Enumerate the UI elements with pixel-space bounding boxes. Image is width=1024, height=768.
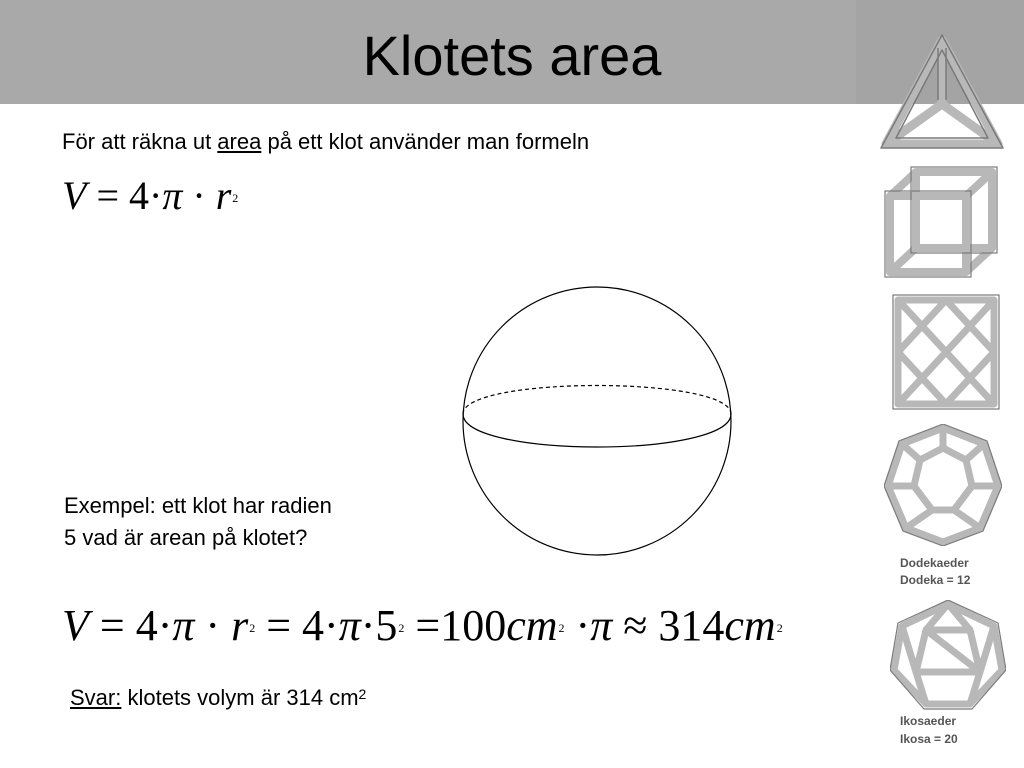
area-link[interactable]: area: [217, 129, 262, 154]
example-question: Exempel: ett klot har radien 5 vad är arean på klotet?: [64, 493, 332, 550]
sphere-diagram: [460, 284, 734, 558]
area-formula: $V = 4\cdot\pi \cdot r^2$: [62, 173, 239, 218]
dodecahedron-name: Dodekaeder: [900, 556, 969, 570]
answer-text: Svar: klotets volym är 314 $cm^2$: [70, 685, 367, 710]
icosahedron-name: Ikosaeder: [900, 714, 957, 728]
icosahedron-count: Ikosa = 20: [900, 732, 958, 746]
calculation-formula: $V = 4\cdot\pi \cdot r^2 = 4\cdot\pi\cdot 5^2 =100cm^2 \cdot\pi \approx 314cm^2$: [62, 601, 783, 650]
cube-image: [884, 166, 998, 278]
answer-label: Svar:: [70, 685, 122, 710]
dodecahedron-image: [884, 424, 1002, 546]
intro-text: För att räkna ut area på ett klot använder man formeln: [62, 129, 590, 154]
page-title: Klotets area: [362, 24, 662, 87]
icosahedron-image: [890, 600, 1006, 710]
octahedron-image: [892, 294, 1000, 410]
tetrahedron-image: [880, 34, 1004, 150]
dodecahedron-count: Dodeka = 12: [900, 573, 971, 587]
